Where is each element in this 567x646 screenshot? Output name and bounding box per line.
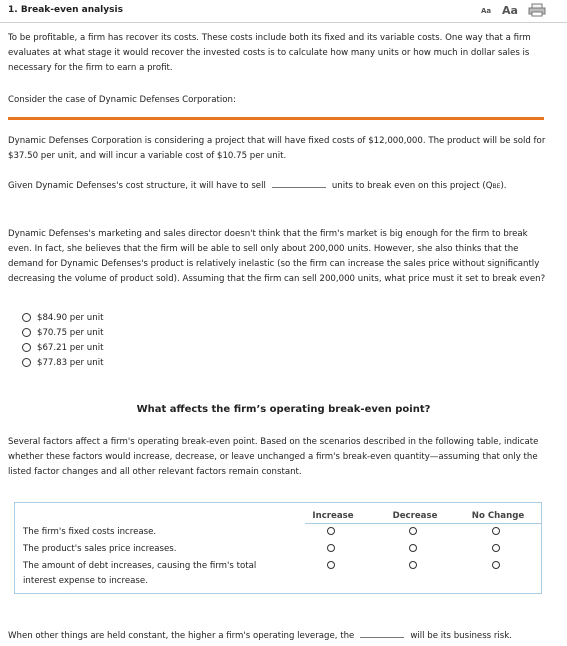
breakeven-question-end: units to break even on this project (Q	[331, 181, 493, 191]
price-option-label: $70.75 per unit	[37, 328, 104, 338]
font-increase-button[interactable]: Aa	[502, 4, 518, 17]
radio-increase[interactable]	[327, 543, 339, 555]
radio-no-change[interactable]	[492, 543, 504, 555]
table-row-label: The amount of debt increases, causing the firm's total interest expense to increase.	[23, 561, 257, 586]
price-option[interactable]	[22, 312, 103, 324]
breakeven-subscript: BE	[492, 183, 501, 190]
radio-decrease[interactable]	[409, 560, 421, 572]
leverage-dropdown[interactable]	[360, 629, 404, 638]
factors-table	[14, 502, 542, 594]
price-option[interactable]	[22, 357, 103, 369]
price-option-label: $77.83 per unit	[37, 358, 104, 368]
price-option-label: $67.21 per unit	[37, 343, 104, 353]
section-divider	[8, 117, 544, 120]
header-bar	[0, 0, 567, 23]
column-header-no-change: No Change	[471, 511, 525, 521]
table-row-label: The product's sales price increases.	[23, 544, 177, 554]
breakeven-question	[8, 179, 507, 194]
radio-increase[interactable]	[327, 526, 339, 538]
radio-no-change[interactable]	[492, 560, 504, 572]
section-heading: What affects the firm’s operating break-even point?	[136, 404, 431, 415]
case-intro: Consider the case of Dynamic Defenses Corporation:	[8, 95, 236, 105]
radio-button[interactable]	[22, 358, 31, 367]
radio-button[interactable]	[22, 343, 31, 352]
radio-decrease[interactable]	[409, 543, 421, 555]
radio-increase[interactable]	[327, 560, 339, 572]
radio-button[interactable]	[22, 313, 31, 322]
intro-paragraph: To be profitable, a firm has recover its costs. These costs include both its fixed and its variable costs. One way that a firm evaluates at what stage it would recover the invested costs is to calculate how many units or how much in dollar sales is necessary for the firm to earn a profit.	[8, 33, 531, 73]
factors-paragraph: Several factors affect a firm's operating break-even point. Based on the scenarios described in the following table, indicate whether these factors would increase, decrease, or leave unchanged a firm's break-even quantity—assuming that only the listed factor changes and all other relevant factors remain constant.	[8, 437, 539, 477]
leverage-question-start: When other things are held constant, the higher a firm's operating leverage, the	[8, 631, 355, 641]
column-header-decrease: Decrease	[392, 511, 438, 521]
director-paragraph: Dynamic Defenses's marketing and sales director doesn't think that the firm's market is big enough for the firm to break even. In fact, she believes that the firm will be able to sell only about 200,000 units. However, she also thinks that the demand for Dynamic Defenses's product is relatively inelastic (so the firm can increase the sales price without significantly decreasing the volume of product sold). Assuming that the firm can sell 200,000 units, what price must it set to break even?	[8, 229, 546, 284]
radio-decrease[interactable]	[409, 526, 421, 538]
breakeven-units-input[interactable]	[272, 179, 326, 188]
breakeven-question-close: ).	[500, 181, 507, 191]
project-paragraph: Dynamic Defenses Corporation is considering a project that will have fixed costs of $12,000,000. The product will be sold for $37.50 per unit, and will incur a variable cost of $10.75 per unit.	[8, 136, 546, 161]
price-option-label: $84.90 per unit	[37, 313, 104, 323]
price-option[interactable]	[22, 342, 103, 354]
breakeven-question-start: Given Dynamic Defenses's cost structure, it will have to sell	[8, 181, 266, 191]
font-decrease-button[interactable]: Aa	[481, 7, 492, 15]
question-title: 1. Break-even analysis	[8, 5, 123, 15]
column-header-increase: Increase	[312, 511, 354, 521]
radio-no-change[interactable]	[492, 526, 504, 538]
printer-icon[interactable]	[528, 3, 546, 17]
radio-button[interactable]	[22, 328, 31, 337]
leverage-question	[8, 629, 512, 641]
header-divider	[305, 523, 541, 524]
leverage-question-end: will be its business risk.	[410, 631, 512, 641]
price-option[interactable]	[22, 327, 103, 339]
table-row-label: The firm's fixed costs increase.	[23, 527, 157, 537]
